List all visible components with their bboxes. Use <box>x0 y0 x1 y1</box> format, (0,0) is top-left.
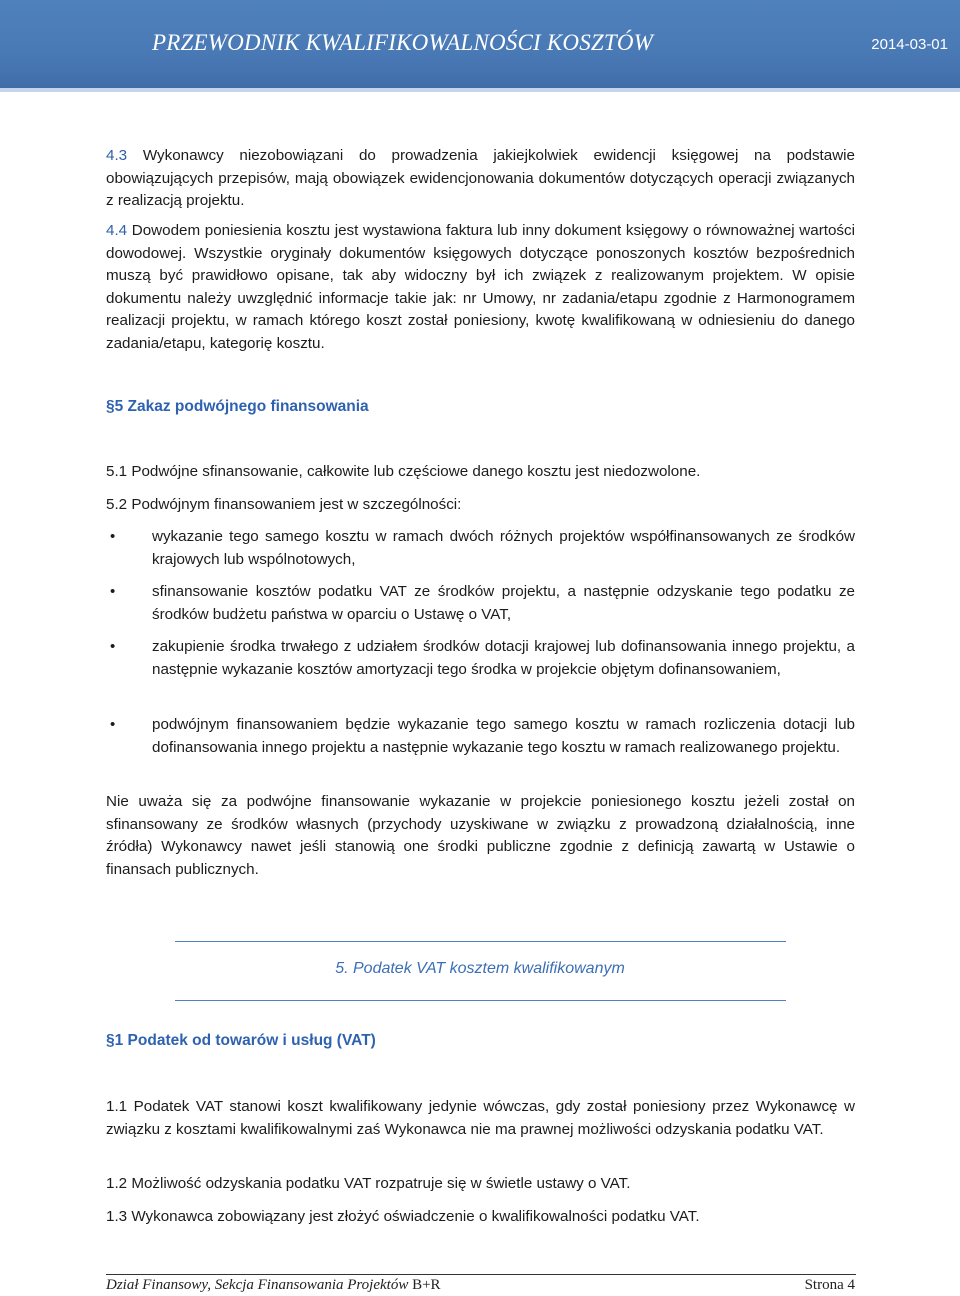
divider <box>175 941 786 942</box>
document-title: PRZEWODNIK KWALIFIKOWALNOŚCI KOSZTÓW <box>152 30 654 55</box>
page-number: Strona 4 <box>804 1277 855 1293</box>
list-item-text: zakupienie środka trwałego z udziałem środków dotacji krajowej lub dofinansowania innego projektu, a następnie wykazanie kosztów amortyzacji tego środka w projekcie objętym dofinansowaniem, <box>152 638 855 678</box>
document-date: 2014-03-01 <box>871 36 948 53</box>
paragraph-1-2: 1.2 Możliwość odzyskania podatku VAT rozpatruje się w świetle ustawy o VAT. <box>106 1175 631 1192</box>
paragraph-1-1: 1.1 Podatek VAT stanowi koszt kwalifikowany jedynie wówczas, gdy został poniesiony przez Wykonawcę w związku z kosztami kwalifikowalnymi zaś Wykonawca nie ma prawnej możliwości odzyskania podatku VAT. <box>106 1098 855 1138</box>
paragraph-4-4 <box>106 220 855 356</box>
bullet-icon: • <box>110 583 116 600</box>
chapter-title: 5. Podatek VAT kosztem kwalifikowanym <box>335 960 625 977</box>
section-heading-vat: §1 Podatek od towarów i usług (VAT) <box>106 1032 376 1049</box>
paragraph-text: Dowodem poniesienia kosztu jest wystawiona faktura lub inny dokument księgowy o równoważnej wartości dowodowej. Wszystkie oryginały dokumentów księgowych dotyczące ponoszonych kosztów bezpośrednich muszą być prawidłowo opisane, tak aby widoczny był ich związek z realizowanym projektem. W opisie dokumentu należy uwzględnić informacje takie jak: nr Umowy, nr zadania/etapu zgodnie z Harmonogramem realizacji projektu, w ramach którego koszt został poniesiony, kwotę kwalifikowaną w odniesieniu do danego zadania/etapu, kategorię kosztu. <box>106 222 855 352</box>
paragraph-4-3 <box>106 145 855 213</box>
paragraph-number: 4.3 <box>106 147 128 164</box>
divider <box>175 1000 786 1001</box>
list-item-text: wykazanie tego samego kosztu w ramach dwóch różnych projektów współfinansowanych ze środków krajowych lub wspólnotowych, <box>152 528 855 568</box>
footer-divider <box>106 1274 856 1275</box>
footer-department-text: Dział Finansowy, Sekcja Finansowania Projektów <box>106 1277 409 1293</box>
page-header <box>0 0 960 92</box>
footer-department <box>106 1277 441 1294</box>
bullet-icon: • <box>110 638 116 655</box>
section-heading-5: §5 Zakaz podwójnego finansowania <box>106 398 369 415</box>
footer-department-suffix: B+R <box>412 1277 441 1293</box>
paragraph-number: 4.4 <box>106 222 128 239</box>
paragraph-5-2: 5.2 Podwójnym finansowaniem jest w szczególności: <box>106 496 462 513</box>
list-item-text: podwójnym finansowaniem będzie wykazanie tego samego kosztu w ramach rozliczenia dotacji lub dofinansowania innego projektu a następnie wykazanie tego kosztu w ramach realizowanego projektu. <box>152 716 855 756</box>
bullet-icon: • <box>110 716 116 733</box>
paragraph-1-3: 1.3 Wykonawca zobowiązany jest złożyć oświadczenie o kwalifikowalności podatku VAT. <box>106 1208 700 1225</box>
paragraph-5-1: 5.1 Podwójne sfinansowanie, całkowite lub częściowe danego kosztu jest niedozwolone. <box>106 463 701 480</box>
list-item-text: sfinansowanie kosztów podatku VAT ze środków projektu, a następnie odzyskanie tego podatku ze środków budżetu państwa w oparciu o Ustawę o VAT, <box>152 583 855 623</box>
bullet-icon: • <box>110 528 116 545</box>
paragraph-closing: Nie uważa się za podwójne finansowanie wykazanie w projekcie poniesionego kosztu jeżeli został on sfinansowany ze środków własnych (przychody uzyskiwane w związku z prowadzoną działalnością, inne źródła) Wykonawcy nawet jeśli stanowią one środki publiczne zgodnie z definicją zawartą w Ustawie o finansach publicznych. <box>106 793 855 878</box>
paragraph-text: Wykonawcy niezobowiązani do prowadzenia jakiejkolwiek ewidencji księgowej na podstawie obowiązujących przepisów, mają obowiązek ewidencjonowania dokumentów dotyczących operacji związanych z realizacją projektu. <box>106 147 855 210</box>
